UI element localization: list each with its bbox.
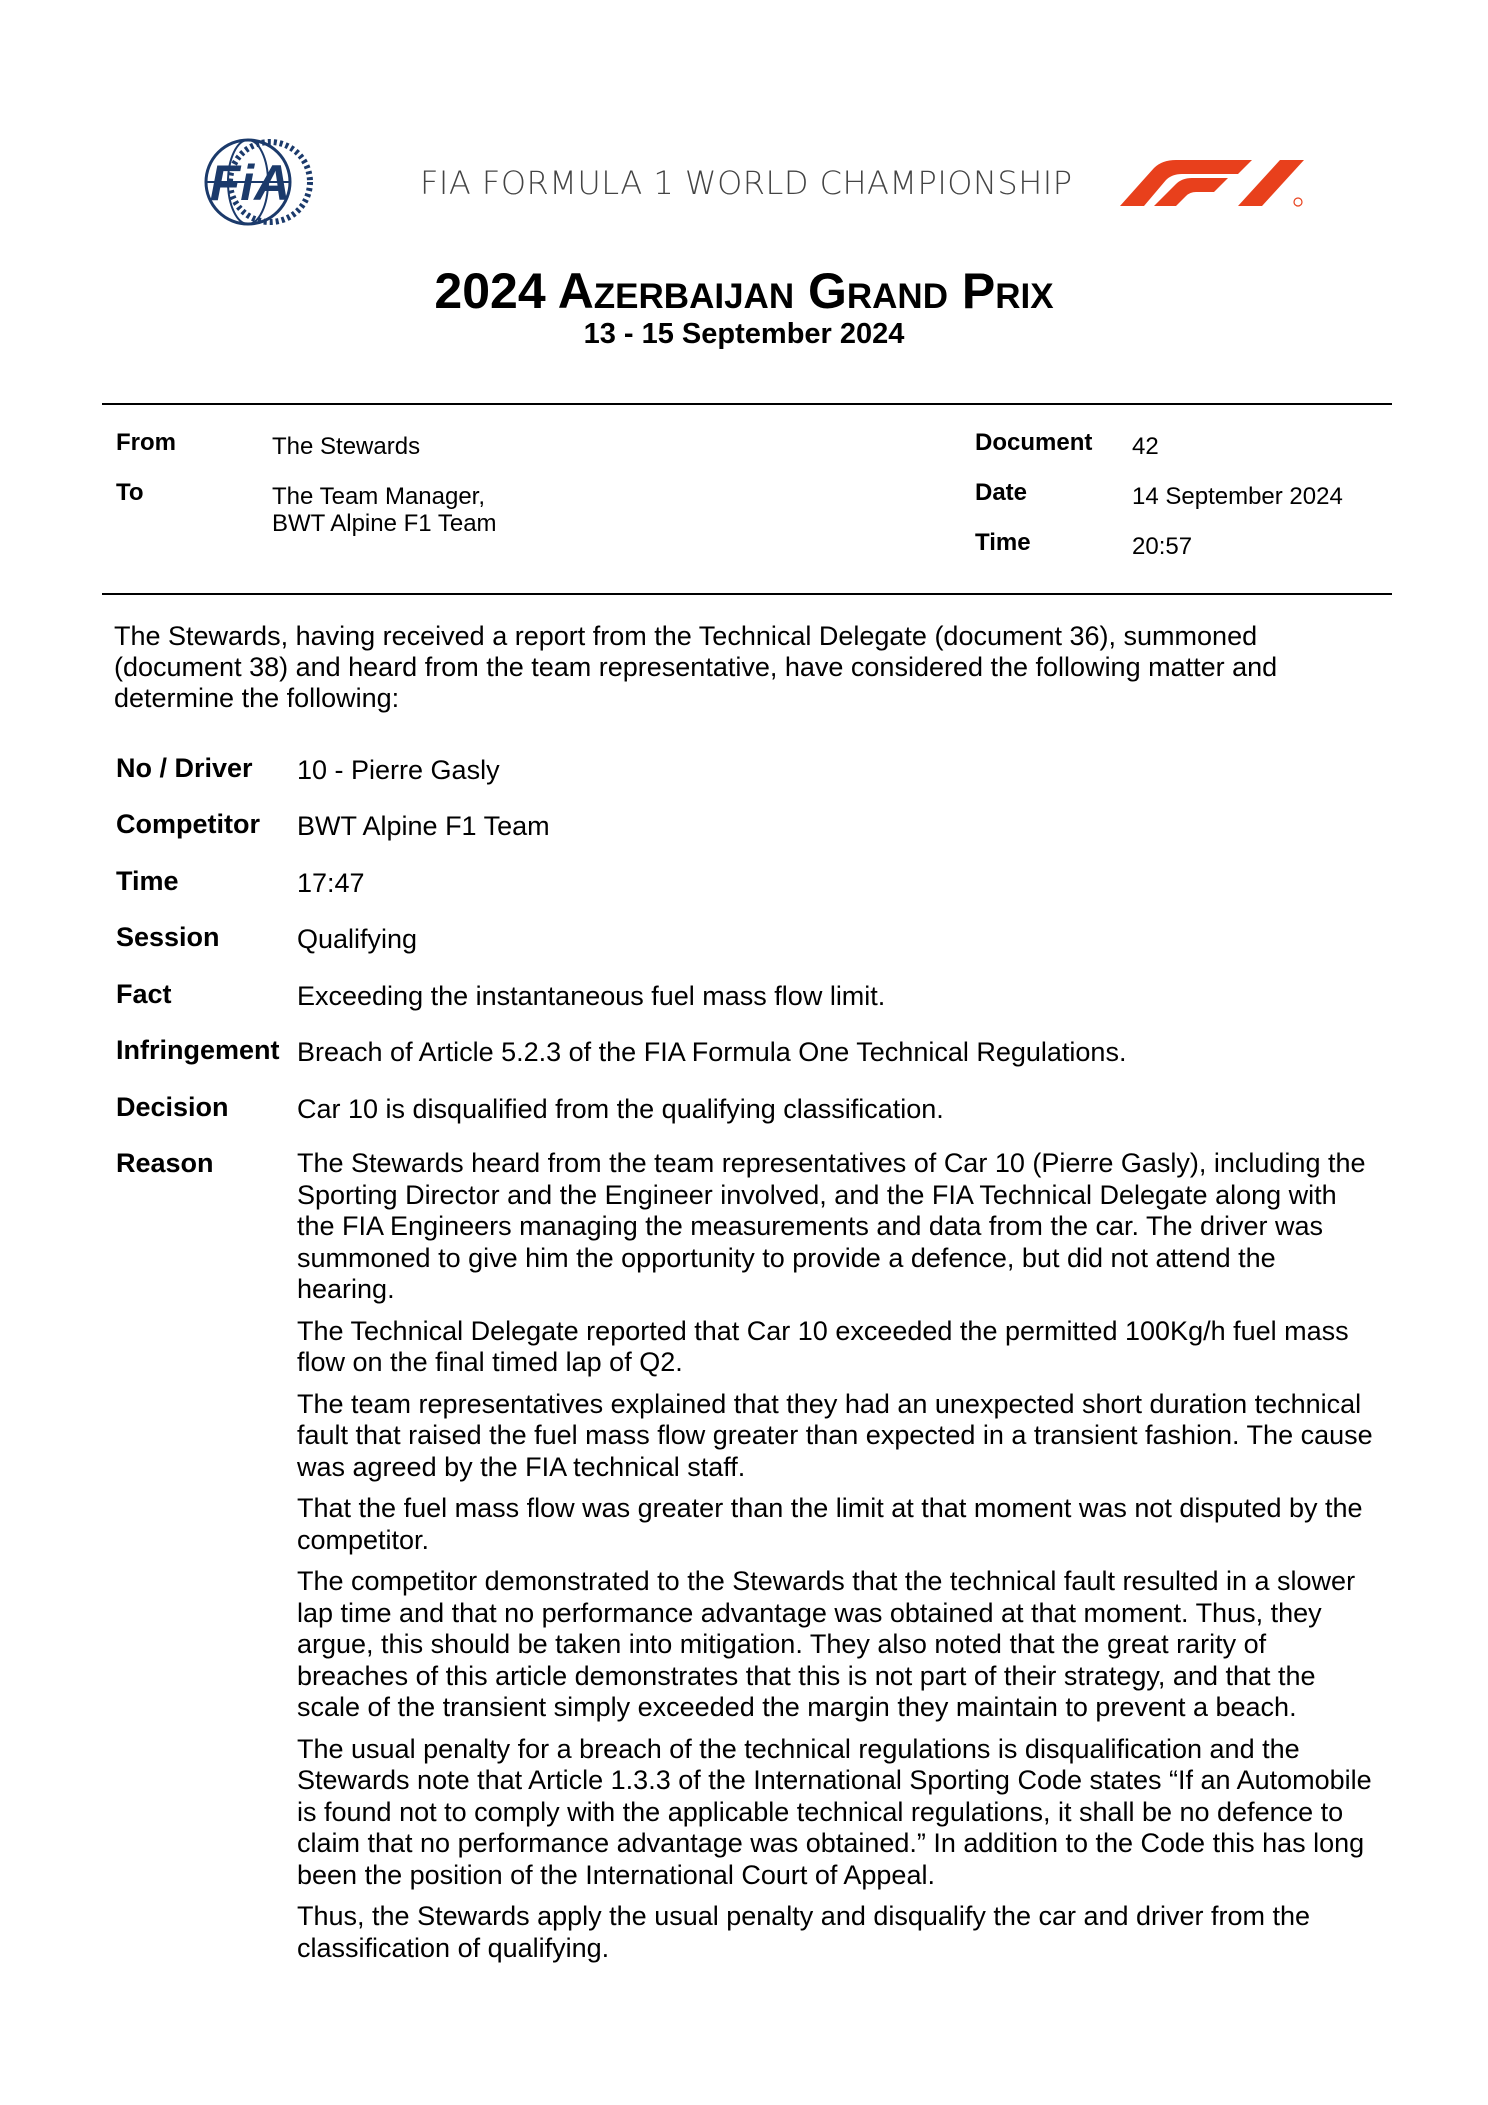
infringement-label: Infringement	[116, 1035, 280, 1065]
date-value: 14 September 2024	[1132, 483, 1343, 510]
fact-label: Fact	[116, 979, 172, 1009]
decision-value: Car 10 is disqualified from the qualifying classification.	[297, 1094, 944, 1124]
svg-text:FiA: FiA	[209, 155, 291, 211]
infringement-value: Breach of Article 5.2.3 of the FIA Formula One Technical Regulations.	[297, 1037, 1127, 1067]
session-value: Qualifying	[297, 924, 418, 954]
reason-paragraph: Thus, the Stewards apply the usual penalty and disqualify the car and driver from the classification of qualifying.	[297, 1901, 1311, 1963]
driver-value: 10 - Pierre Gasly	[297, 755, 500, 785]
reason-paragraph: The team representatives explained that they had an unexpected short duration technical fault that raised the fuel mass flow greater than expected in a transient fashion. The cause was agreed by the FIA technical staff.	[297, 1388, 1373, 1482]
from-label: From	[116, 429, 176, 456]
reason-paragraph: The usual penalty for a breach of the technical regulations is disqualification and the Stewards note that Article 1.3.3 of the International Sporting Code states “If an Automobile is found not to comply with the applicable technical regulations, it shall be no defence to claim that no performance advantage was obtained.” In addition to the Code this has long been the position of the International Court of Appeal.	[297, 1733, 1372, 1890]
intro-paragraph: The Stewards, having received a report from the Technical Delegate (document 36), summoned (document 38) and heard from the team representative, have considered the following matter and determine the following:	[114, 621, 1278, 713]
time-row-value: 17:47	[297, 868, 365, 898]
driver-label: No / Driver	[116, 753, 253, 783]
document-value: 42	[1132, 433, 1159, 460]
to-value: The Team Manager, BWT Alpine F1 Team	[272, 483, 497, 537]
to-label: To	[116, 479, 144, 506]
event-title: 2024 Azerbaijan Grand Prix	[434, 263, 1054, 319]
fact-value: Exceeding the instantaneous fuel mass flow limit.	[297, 981, 886, 1011]
event-dates: 13 - 15 September 2024	[583, 318, 905, 350]
divider-top	[102, 403, 1392, 405]
competitor-label: Competitor	[116, 809, 260, 839]
reason-paragraph: The Technical Delegate reported that Car 10 exceeded the permitted 100Kg/h fuel mass flow on the final timed lap of Q2.	[297, 1315, 1349, 1377]
reason-paragraph: That the fuel mass flow was greater than the limit at that moment was not disputed by the competitor.	[297, 1493, 1363, 1555]
f1-logo	[1120, 158, 1306, 208]
time-row-label: Time	[116, 866, 179, 896]
from-value: The Stewards	[272, 433, 421, 460]
divider-bottom	[102, 593, 1392, 595]
fia-logo	[188, 136, 318, 228]
reason-paragraph: The Stewards heard from the team representatives of Car 10 (Pierre Gasly), including the Sporting Director and the Engineer involved, and the FIA Technical Delegate along with the FIA Engineers managing the measurements and data from the car. The driver was summoned to give him the opportunity to provide a defence, but did not attend the hearing.	[297, 1148, 1366, 1304]
championship-title: FIA FORMULA 1 WORLD CHAMPIONSHIP	[420, 164, 1073, 202]
time-value: 20:57	[1132, 533, 1193, 560]
time-label: Time	[975, 529, 1031, 556]
decision-label: Decision	[116, 1092, 229, 1122]
reason-text	[297, 1148, 1377, 1974]
reason-label: Reason	[116, 1148, 214, 1178]
document-label: Document	[975, 429, 1093, 456]
competitor-value: BWT Alpine F1 Team	[297, 811, 550, 841]
date-label: Date	[975, 479, 1028, 506]
session-label: Session	[116, 922, 220, 952]
reason-paragraph: The competitor demonstrated to the Stewards that the technical fault resulted in a slower lap time and that no performance advantage was obtained at that moment. Thus, they argue, this should be taken into mitigation. They also noted that the great rarity of breaches of this article demonstrates that this is not part of their strategy, and that the scale of the transient simply exceeded the margin they maintain to prevent a beach.	[297, 1566, 1356, 1722]
